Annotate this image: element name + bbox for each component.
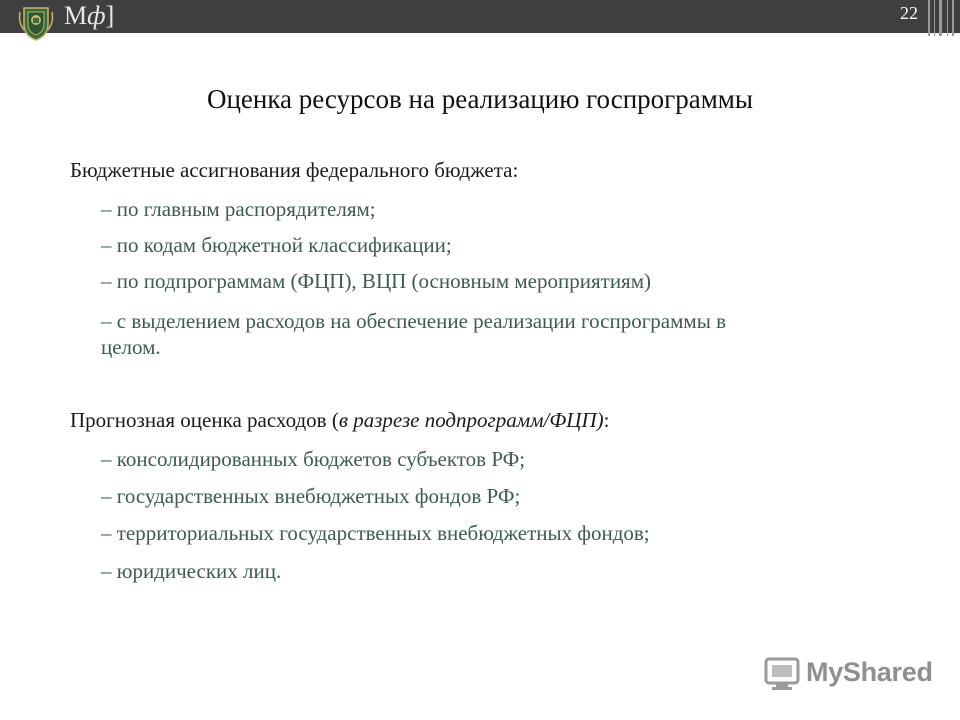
list-item: – юридических лиц. [101,559,282,583]
list-item: – государственных внебюджетных фондов РФ; [101,484,521,508]
list-item: – по кодам бюджетной классификации; [101,233,452,257]
list-item: – по главным распорядителям; [101,197,376,221]
forecast-heading-italic: в разрезе подпрограмм/ФЦП) [338,408,604,432]
ministry-abbr-suffix: ] [105,1,115,30]
slide-number: 22 [900,3,918,23]
forecast-heading-suffix: : [603,408,610,432]
section-heading-budget: Бюджетные ассигнования федерального бюджета: [70,158,519,182]
ministry-abbr-prefix: М [64,1,88,30]
ministry-abbr-italic: ф [87,1,106,30]
section-heading-forecast [70,408,609,433]
list-item: – консолидированных бюджетов субъектов РФ; [101,447,526,471]
header-decoration-lines [926,0,960,36]
forecast-heading-prefix: Прогнозная оценка расходов ( [70,408,339,432]
watermark-text[interactable]: MyShared [806,657,933,687]
list-item-continuation: целом. [101,335,161,359]
ministry-emblem-icon [16,2,56,42]
top-bar [0,0,960,33]
list-item: – с выделением расходов на обеспечение реализации госпрограммы в [101,309,726,333]
slide-title: Оценка ресурсов на реализацию госпрограммы [206,84,754,114]
ministry-abbreviation [64,1,114,31]
list-item: – территориальных государственных внебюджетных фондов; [101,521,650,545]
list-item: – по подпрограммам (ФЦП), ВЦП (основным мероприятиям) [101,269,651,293]
